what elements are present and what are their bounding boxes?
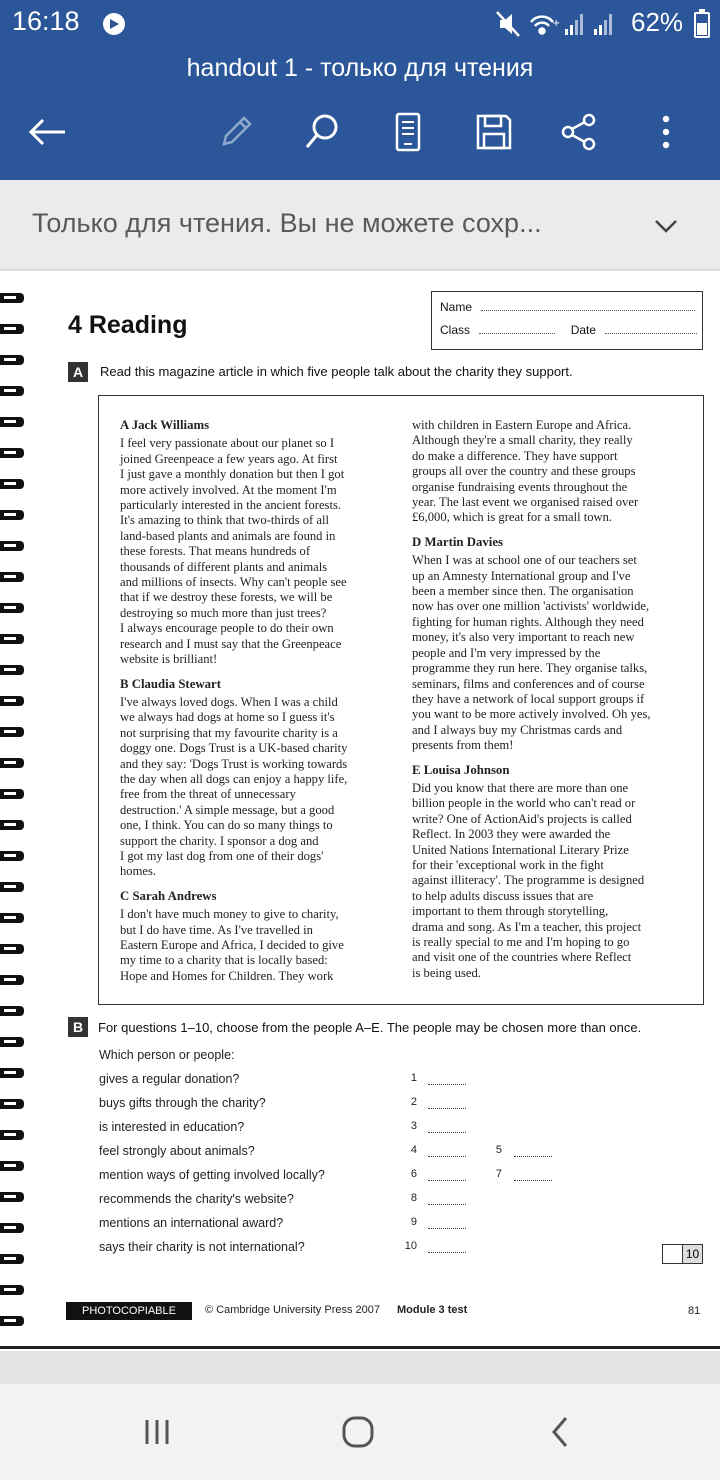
answer-blank[interactable] bbox=[428, 1108, 466, 1109]
mute-icon bbox=[497, 12, 519, 36]
recent-apps-button[interactable] bbox=[133, 1410, 181, 1454]
spiral-binding bbox=[0, 271, 26, 1351]
score-total: 10 bbox=[682, 1244, 703, 1264]
battery-percent: 62% bbox=[631, 7, 684, 37]
question-row bbox=[99, 1216, 499, 1234]
article-author: B Claudia Stewart bbox=[120, 676, 221, 691]
binding-ring bbox=[0, 572, 24, 582]
document-page[interactable] bbox=[0, 271, 720, 1351]
question-number: 9 bbox=[410, 1216, 417, 1228]
binding-ring bbox=[0, 603, 24, 613]
answer-blank[interactable] bbox=[428, 1252, 466, 1253]
score-box bbox=[662, 1244, 702, 1264]
binding-ring bbox=[0, 448, 24, 458]
binding-ring bbox=[0, 851, 24, 861]
battery-icon bbox=[694, 12, 710, 38]
question-number: 8 bbox=[410, 1192, 417, 1204]
question-number: 5 bbox=[495, 1144, 502, 1156]
question-text: buys gifts through the charity? bbox=[99, 1096, 266, 1110]
wifi-icon bbox=[531, 17, 560, 34]
questions-intro: Which person or people: bbox=[99, 1048, 235, 1062]
article-paragraph: Did you know that there are more than one billion people in the world who can't read or write? One of ActionAid's projects is called Reflect. In 2003 they were awarded the United Nations International Literary Prize for their 'exceptional work in the fight against illiteracy'. The programme is designed to help adults discuss issues that are important to them through storytelling, drama and song. As I'm a teacher, this project is really special to me and I'm hoping to go and visit one of the countries where Reflect is being used. bbox=[412, 780, 645, 980]
binding-ring bbox=[0, 1161, 24, 1171]
article-paragraph: When I was at school one of our teachers set up an Amnesty International group and I've been a member since then. The organisation now has over one million 'activists' worldwide, fighting for human rights. Although they need money, it's also very important to reach new people and I'm very impressed by the programme they run here. They organise talks, seminars, films and conferences and of course they have a network of local support groups if you want to be more actively involved. Oh yes, and I always buy my Christmas cards and presents from them! bbox=[412, 553, 651, 753]
binding-ring bbox=[0, 1037, 24, 1047]
answer-blank[interactable] bbox=[428, 1156, 466, 1157]
question-row bbox=[99, 1072, 499, 1090]
question-row bbox=[99, 1192, 499, 1210]
question-text: gives a regular donation? bbox=[99, 1072, 240, 1086]
question-row bbox=[99, 1144, 502, 1162]
answer-blank[interactable] bbox=[428, 1204, 466, 1205]
binding-ring bbox=[0, 944, 24, 954]
signal-icon bbox=[594, 14, 612, 35]
share-button[interactable] bbox=[555, 108, 603, 156]
page-edge bbox=[0, 1346, 720, 1349]
binding-ring bbox=[0, 975, 24, 985]
search-icon bbox=[302, 112, 342, 152]
home-button[interactable] bbox=[334, 1410, 382, 1454]
answer-blank[interactable] bbox=[428, 1228, 466, 1229]
article-author: A Jack Williams bbox=[120, 418, 210, 432]
read-only-banner[interactable] bbox=[0, 180, 720, 270]
binding-ring bbox=[0, 293, 24, 303]
binding-ring bbox=[0, 727, 24, 737]
question-text: says their charity is not international? bbox=[99, 1240, 305, 1254]
answer-blank[interactable] bbox=[428, 1132, 466, 1133]
binding-ring bbox=[0, 882, 24, 892]
status-bar bbox=[0, 0, 720, 48]
signal-icon bbox=[565, 14, 583, 35]
answer-blank[interactable] bbox=[514, 1180, 552, 1181]
article-paragraph: I feel very passionate about our planet so I joined Greenpeace a few years ago. At first I just gave a monthly donation but then I got more actively involved. At the moment I'm particularly interested in the ancient forests. It's amazing to think that two-thirds of all land-based plants and animals are found in these forests. That means hundreds of thousands of different plants and animals and millions of insects. Why can't people see that if we destroy these forests, we will be destroying so much more than just trees? I always encourage people to do their own research and I must say that the Greenpeace website is brilliant! bbox=[120, 436, 347, 667]
section-b-badge: B bbox=[68, 1017, 88, 1037]
photocopiable-badge: PHOTOCOPIABLE bbox=[66, 1302, 192, 1320]
binding-ring bbox=[0, 758, 24, 768]
article-author: C Sarah Andrews bbox=[120, 888, 217, 903]
status-time: 16:18 bbox=[12, 6, 80, 36]
binding-ring bbox=[0, 913, 24, 923]
binding-ring bbox=[0, 665, 24, 675]
article-author: E Louisa Johnson bbox=[412, 762, 510, 777]
article-column-left bbox=[120, 418, 388, 984]
section-a-badge: A bbox=[68, 362, 88, 382]
binding-ring bbox=[0, 634, 24, 644]
module-label: Module 3 test bbox=[397, 1304, 468, 1316]
binding-ring bbox=[0, 386, 24, 396]
messenger-icon bbox=[103, 13, 125, 35]
question-text: is interested in education? bbox=[99, 1120, 245, 1134]
binding-ring bbox=[0, 510, 24, 520]
question-number: 10 bbox=[404, 1240, 417, 1252]
back-button[interactable] bbox=[23, 108, 71, 156]
name-label: Name bbox=[440, 300, 473, 314]
question-number: 6 bbox=[410, 1168, 417, 1180]
date-label: Date bbox=[570, 323, 597, 337]
question-text: recommends the charity's website? bbox=[99, 1192, 294, 1206]
reader-view-icon bbox=[392, 112, 424, 152]
binding-ring bbox=[0, 1099, 24, 1109]
save-icon bbox=[474, 112, 514, 152]
binding-ring bbox=[0, 789, 24, 799]
chevron-down-icon[interactable] bbox=[650, 210, 682, 242]
article-paragraph: with children in Eastern Europe and Africa. Although they're a small charity, they really do make a difference. They have support groups all over the country and these groups organise fundraising events throughout the year. The last event we organised raised over £6,000, which is great for a small town. bbox=[412, 418, 639, 525]
document-title: handout 1 - только для чтения bbox=[186, 54, 534, 82]
binding-ring bbox=[0, 324, 24, 334]
binding-ring bbox=[0, 1254, 24, 1264]
binding-ring bbox=[0, 696, 24, 706]
question-number: 4 bbox=[410, 1144, 417, 1156]
status-icons bbox=[495, 10, 630, 38]
question-text: mentions an international award? bbox=[99, 1216, 284, 1230]
binding-ring bbox=[0, 1068, 24, 1078]
unit-title: 4 Reading bbox=[68, 311, 188, 339]
question-number: 1 bbox=[410, 1072, 417, 1084]
binding-ring bbox=[0, 541, 24, 551]
binding-ring bbox=[0, 1192, 24, 1202]
binding-ring bbox=[0, 1006, 24, 1016]
answer-blank[interactable] bbox=[514, 1156, 552, 1157]
reader-view-button[interactable] bbox=[384, 108, 432, 156]
article-author: D Martin Davies bbox=[412, 534, 503, 549]
section-a-instruction: Read this magazine article in which five people talk about the charity they support. bbox=[100, 364, 573, 379]
binding-ring bbox=[0, 1223, 24, 1233]
name-class-date-box bbox=[431, 291, 703, 350]
app-bar bbox=[0, 48, 720, 180]
article-paragraph: I've always loved dogs. When I was a child we always had dogs at home so I guess it's not surprising that my favourite charity is a doggy one. Dogs Trust is a UK-based charity and they say: 'Dogs Trust is working towards the day when all dogs can enjoy a happy life, free from the threat of unnecessary destruction.' A simple message, but a good one, I think. You can do so many things to support the charity. I sponsor a dog and I got my last dog from one of their dogs' homes. bbox=[120, 694, 348, 879]
question-row bbox=[99, 1096, 499, 1114]
share-icon bbox=[559, 112, 599, 152]
question-row bbox=[99, 1168, 502, 1186]
binding-ring bbox=[0, 1316, 24, 1326]
question-number: 3 bbox=[410, 1120, 417, 1132]
more-vert-icon bbox=[660, 114, 672, 150]
recent-apps-icon bbox=[141, 1416, 173, 1448]
question-row bbox=[99, 1240, 499, 1258]
home-icon bbox=[340, 1414, 376, 1450]
answer-blank[interactable] bbox=[428, 1180, 466, 1181]
save-button[interactable] bbox=[470, 108, 518, 156]
back-nav-button[interactable] bbox=[536, 1410, 584, 1454]
svg-text:+: + bbox=[552, 18, 561, 29]
back-arrow-icon bbox=[27, 116, 67, 148]
read-only-message: Только для чтения. Вы не можете сохр... bbox=[32, 208, 542, 238]
more-options-button[interactable] bbox=[642, 108, 690, 156]
question-text: mention ways of getting involved locally? bbox=[99, 1168, 325, 1182]
edit-pencil-icon bbox=[216, 112, 256, 152]
magazine-article bbox=[98, 395, 704, 1005]
question-number: 2 bbox=[410, 1096, 417, 1108]
article-column-right bbox=[412, 418, 680, 981]
class-label: Class bbox=[440, 323, 471, 337]
binding-ring bbox=[0, 820, 24, 830]
page-number: 81 bbox=[688, 1305, 701, 1317]
question-number: 7 bbox=[495, 1168, 502, 1180]
binding-ring bbox=[0, 479, 24, 489]
question-text: feel strongly about animals? bbox=[99, 1144, 255, 1158]
binding-ring bbox=[0, 1285, 24, 1295]
article-paragraph: I don't have much money to give to charity, but I do have time. As I've travelled in Eastern Europe and Africa, I decided to give my time to a charity that is locally based: Hope and Homes for Children. They work bbox=[120, 907, 344, 983]
question-row bbox=[99, 1120, 499, 1138]
answer-blank[interactable] bbox=[428, 1084, 466, 1085]
navigation-bar bbox=[0, 1384, 720, 1480]
edit-button[interactable] bbox=[212, 108, 260, 156]
search-button[interactable] bbox=[298, 108, 346, 156]
binding-ring bbox=[0, 417, 24, 427]
copyright-text: © Cambridge University Press 2007 bbox=[205, 1304, 381, 1316]
section-b-instruction: For questions 1–10, choose from the people A–E. The people may be chosen more than once. bbox=[98, 1020, 642, 1035]
back-icon bbox=[546, 1414, 574, 1450]
binding-ring bbox=[0, 355, 24, 365]
binding-ring bbox=[0, 1130, 24, 1140]
